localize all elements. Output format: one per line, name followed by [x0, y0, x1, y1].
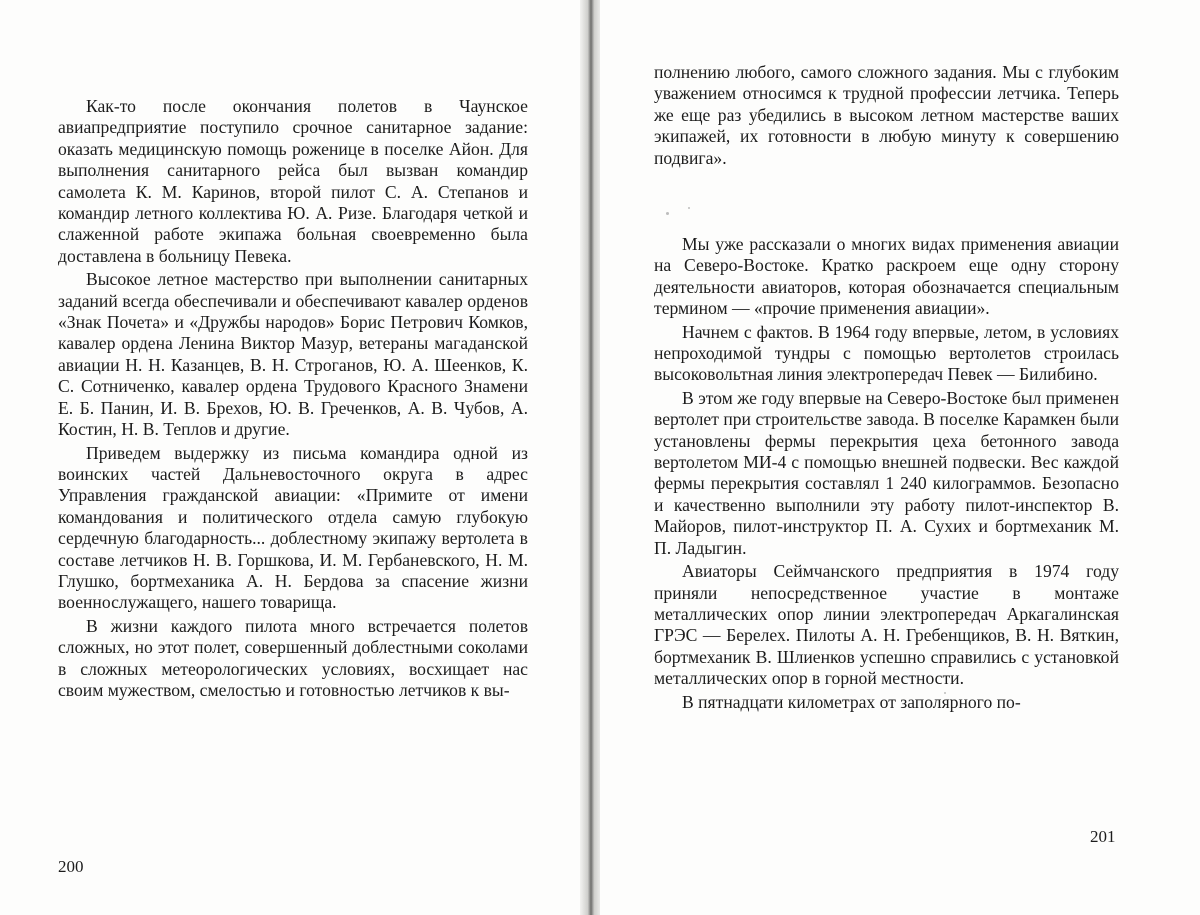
- left-paragraph-4: В жизни каждого пилота много встречается полетов сложных, но этот полет, совершенный доблестными соколами в сложных метеорологических условиях, восхищает нас своим мужеством, смелостью и готовностью летчиков к вы-: [58, 615, 528, 700]
- right-page-text: [654, 234, 1119, 715]
- right-page-number: 201: [1090, 827, 1116, 846]
- right-paragraph-3: В этом же году впервые на Северо-Востоке был применен вертолет при строительстве завода. В поселке Карамкен были установлены фермы перекрытия цеха бетонного завода вертолетом МИ-4 с помощью внешней подвески. Вес каждой фермы перекрытия составлял 1 240 килограммов. Безопасно и качественно выполнили эту работу пилот-инспектор В. Майоров, пилот-инструктор П. А. Сухих и бортмеханик М. П. Ладыгин.: [654, 387, 1119, 558]
- left-page-number: 200: [58, 857, 84, 876]
- right-page-continuation: [654, 62, 1119, 171]
- left-paragraph-2: Высокое летное мастерство при выполнении санитарных заданий всегда обеспечивали и обеспечивают кавалер орденов «Знак Почета» и «Дружбы народов» Борис Петрович Комков, кавалер ордена Ленина Виктор Мазур, ветераны магаданской авиации Н. Н. Казанцев, В. Н. Строганов, Ю. А. Шеенков, К. С. Сотниченко, кавалер ордена Трудового Красного Знамени Е. Б. Панин, И. В. Брехов, Ю. В. Греченков, А. В. Чубов, А. Костин, Н. В. Теплов и другие.: [58, 269, 528, 440]
- left-paragraph-3: Приведем выдержку из письма командира одной из воинских частей Дальневосточного округа в адрес Управления гражданской авиации: «Примите от имени командования и политического отдела самую глубокую сердечную благодарность... доблестному экипажу вертолета в составе летчиков Н. В. Горшкова, И. М. Гербаневского, Н. М. Глушко, бортмеханика А. Н. Бердова за спасение жизни военнослужащего, нашего товарища.: [58, 442, 528, 613]
- scan-speck: [688, 207, 690, 209]
- left-page: [0, 0, 584, 915]
- scan-speck: [666, 212, 669, 215]
- book-gutter: [580, 0, 602, 915]
- right-paragraph-4: Авиаторы Сеймчанского предприятия в 1974 году приняли непосредственное участие в монтаже металлических опор линии электропередач Аркагалинская ГРЭС — Берелех. Пилоты А. Н. Гребенщиков, В. Н. Вяткин, бортмеханик В. Шлиенков успешно справились с установкой металлических опор в горной местности.: [654, 561, 1119, 689]
- right-paragraph-5: В пятнадцати километрах от заполярного по-: [682, 691, 1021, 712]
- left-paragraph-1: Как-то после окончания полетов в Чаунское авиапредприятие поступило срочное санитарное задание: оказать медицинскую помощь роженице в поселке Айон. Для выполнения санитарного рейса был вызван командир самолета К. М. Каринов, второй пилот С. А. Степанов и командир летного коллектива Ю. А. Ризе. Благодаря четкой и слаженной работе экипажа больная своевременно была доставлена в больницу Певека.: [58, 96, 528, 266]
- left-page-text: [58, 96, 528, 703]
- right-paragraph-1: Мы уже рассказали о многих видах применения авиации на Северо-Востоке. Кратко раскроем еще одну сторону деятельности авиаторов, которая обозначается специальным термином — «прочие применения авиации».: [654, 234, 1119, 319]
- right-continuation-paragraph: полнению любого, самого сложного задания. Мы с глубоким уважением относимся к трудной профессии летчика. Теперь же еще раз убедились в высоком летном мастерстве ваших экипажей, их готовности в любую минуту к совершению подвига».: [654, 62, 1119, 168]
- right-paragraph-2: Начнем с фактов. В 1964 году впервые, летом, в условиях непроходимой тундры с помощью вертолетов строилась высоковольтная линия электропередач Певек — Билибино.: [654, 321, 1119, 385]
